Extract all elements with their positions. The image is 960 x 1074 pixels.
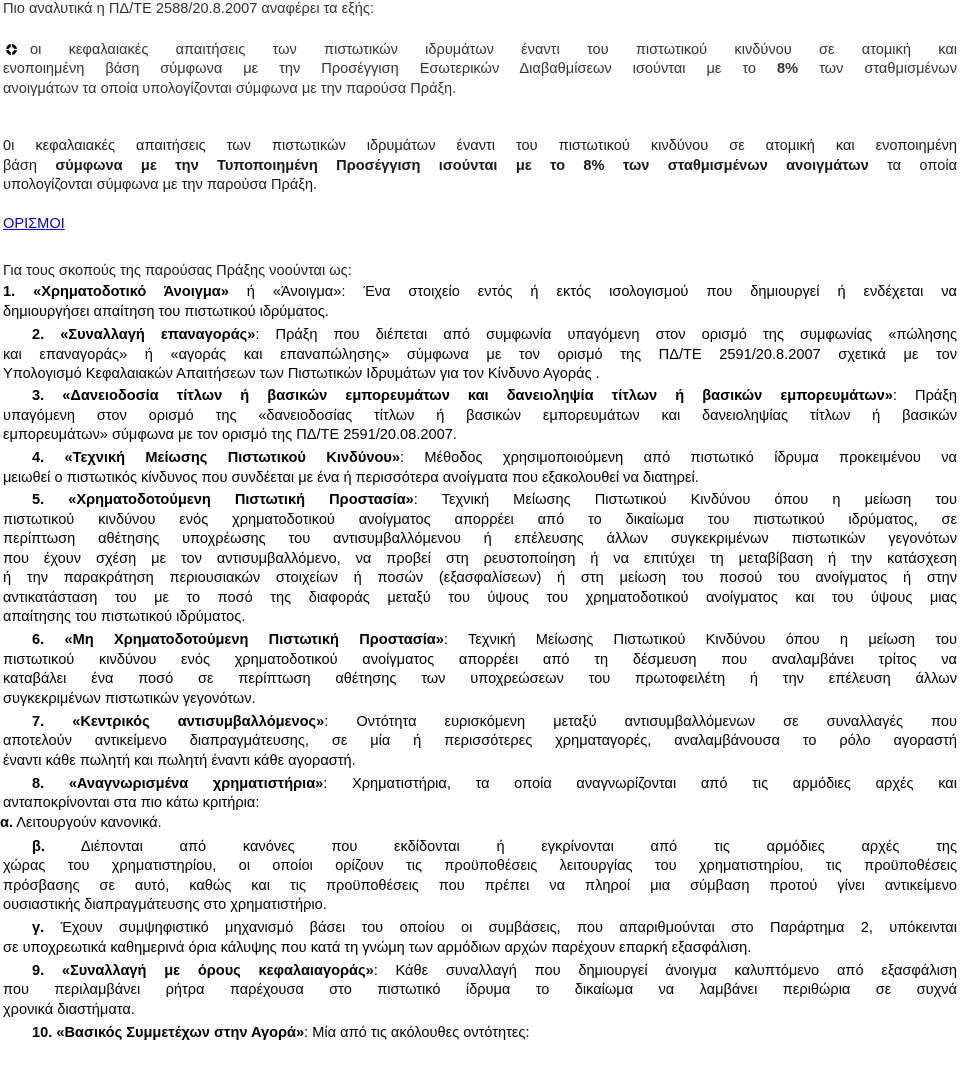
criterion-beta-line-2: χώρας του χρηματιστηρίου, οι οποίοι ορίζουν τις προϋποθέσεις λειτουργίας του χρηματιστηρίου, τις προϋποθέσεις [3,858,957,874]
definitions-intro: Για τους σκοπούς της παρούσας Πράξης νοούνται ως: [3,263,352,279]
definition-8-line-2: ανταποκρίνονται στα πιο κάτω κριτήρια: [3,795,260,811]
definition-5-line-2: πιστωτικού κινδύνου ενός χρηματοδοτικού ανοίγματος απορρέει από το δικαίωμα του πιστωτικού ιδρύματος, σε [3,512,957,528]
criterion-alpha: α. Λειτουργούν κανονικά. [0,815,162,831]
criterion-beta-line-4: ουσιαστικής διαπραγμάτευσης στο χρηματιστήριο. [3,897,327,913]
definition-6-line-4: συγκεκριμένων πιστωτικών γεγονότων. [3,691,256,707]
definition-4-line-2: μειωθεί ο πιστωτικός κίνδυνος που συνδέεται με ένα ή περισσότερα ανοίγματα που εξακολουθεί να διατηρεί. [3,470,699,486]
definition-6-line-2: πιστωτικού κινδύνου ενός χρηματοδοτικού ανοίγματος απορρέει από τη δέσμευση που αναλαμβάνει τρίτος να [3,652,957,668]
definitions-heading-link[interactable]: ΟΡΙΣΜΟΙ [3,216,65,232]
para2-line-1: 0ι κεφαλαιακές απαιτήσεις των πιστωτικών ιδρυμάτων έναντι του πιστωτικού κινδύνου σε ατομική και ενοποιημένη [3,138,957,154]
bullet-para-line-2: ενοποιημένη βάση σύμφωνα με την Προσέγγιση Εσωτερικών Διαβαθμίσεων ισούνται με το 8% των σταθμισμένων [3,61,958,77]
definition-6-line-1: 6. «Μη Χρηματοδοτούμενη Πιστωτική Προστασία»: Τεχνική Μείωσης Πιστωτικού Κινδύνου όπου η μείωση του [32,632,957,648]
definition-5-line-7: απαίτησης του πιστωτικού ιδρύματος. [3,609,246,625]
definition-5-line-5: ή την παρακράτηση περιουσιακών στοιχείων ή ποσών (εξασφαλίσεων) ή στη μείωση του ποσού του ανοίγματος ή στην [3,570,957,586]
definition-7-line-3: έναντι κάθε πωλητή και πωλητή έναντι κάθε αγοραστή. [3,753,356,769]
definition-9-line-2: που περιλαμβάνει ρήτρα παρέχουσα στο πιστωτικό ίδρυμα το δικαίωμα να λαμβάνει περιθώρια σε συχνά [3,982,957,998]
intro-text: Πιο αναλυτικά η ΠΔ/ΤΕ 2588/20.8.2007 αναφέρει τα εξής: [3,1,374,17]
criterion-beta-line-1: β. Διέπονται από κανόνες που εκδίδονται ή εγκρίνονται από τις αρμόδιες αρχές της [32,839,957,855]
definition-6-line-3: καταβάλει ένα ποσό σε περίπτωση αθέτησης των υποχρεώσεων του πρωτοφειλέτη ή την επέλευση άλλων [3,671,957,687]
definition-2-line-2: και επαναγοράς» ή «αγοράς και επαναπώλησης» σύμφωνα με τον ορισμό της ΠΔ/ΤΕ 2591/20.8.2007 σχετικά με τον [3,347,957,363]
definition-9-line-1: 9. «Συναλλαγή με όρους κεφαλαιαγοράς»: Κάθε συναλλαγή που δημιουργεί άνοιγμα καλυπτόμενο από εξασφάλιση [32,963,957,979]
definition-2-line-3: Υπολογισμό Κεφαλαιακών Απαιτήσεων των Πιστωτικών Ιδρυμάτων για τον Κίνδυνο Αγοράς . [3,366,600,382]
criterion-gamma-line-2: σε υποχρεωτικά καθημερινά όρια κάλυψης που κατά τη γνώμη των αρμόδιων αρχών παρέχουν επαρκή εξασφάλιση. [3,940,752,956]
definition-8-line-1: 8. «Αναγνωρισμένα χρηματιστήρια»: Χρηματιστήρια, τα οποία αναγνωρίζονται από τις αρμόδιες αρχές και [32,776,957,792]
para2-line-2: βάση σύμφωνα με την Τυποποιημένη Προσέγγιση ισούνται με το 8% των σταθμισμένων ανοιγμάτων τα οποία [3,158,958,174]
criterion-gamma-line-1: γ. Έχουν συμψηφιστικό μηχανισμό βάσει του οποίου οι συμβάσεις, που απαριθμούνται στο Παράρτημα 2, υπόκεινται [32,920,957,936]
definition-2-line-1: 2. «Συναλλαγή επαναγοράς»: Πράξη που διέπεται από συμφωνία υπαγόμενη στον ορισμό της συμφωνίας «πώλησης [32,327,957,343]
definition-5-line-6: αντικατάσταση του με το ποσό της διαφοράς μεταξύ του ύψους του χρηματοδοτικού ανοίγματος και του ύψους μιας [3,590,957,606]
criterion-beta-line-3: πρόσβασης σε αυτό, καθώς και τις προϋποθέσεις που πρέπει να πληροί μια σύμβαση προτού γίνει αντικείμενο [3,878,957,894]
definition-4-line-1: 4. «Τεχνική Μείωσης Πιστωτικού Κινδύνου»: Μέθοδος χρησιμοποιούμενη από πιστωτικό ίδρυμα προκειμένου να [32,450,957,466]
definition-1-line-2: δημιουργήσει απαίτηση του πιστωτικού ιδρύματος. [3,304,329,320]
definition-5-line-4: που έχουν σχέση με τον αντισυμβαλλόμενο, να προβεί στη ρευστοποίηση ή να επιτύχει τη μεταβίβαση ή την κατάσχεση [3,551,957,567]
definition-1-line-1: 1. «Χρηματοδοτικό Άνοιγμα» ή «Άνοιγμα»: Ένα στοιχείο εντός ή εκτός ισολογισμού που δημιουργεί ή ενδέχεται να [3,284,957,300]
definition-3-line-2: υπαγόμενη στον ορισμό της «δανειοδοσίας τίτλων ή βασικών εμπορευμάτων και δανειοληψίας τίτλων ή βασικών [3,408,957,424]
definition-3-line-3: εμπορευμάτων» σύμφωνα με τον ορισμό της ΠΔ/ΤΕ 2591/20.08.2007. [3,427,457,443]
definition-9-line-3: χρονικά διαστήματα. [3,1002,135,1018]
definition-7-line-2: αποτελούν αντικείμενο διαπραγμάτευσης, σε μία ή περισσότερες χρηματαγορές, αναλαμβάνουσα το ρόλο αγοραστή [3,733,957,749]
bullet-para-line-1: οι κεφαλαιακές απαιτήσεις των πιστωτικών ιδρυμάτων έναντι του πιστωτικού κινδύνου σε ατομική και [30,42,957,58]
definition-5-line-3: περίπτωση αθέτησης υποχρέωσης του αντισυμβαλλόμενου ή επέλευσης άλλων συγκεκριμένων πιστωτικών γεγονότων [3,531,957,547]
bullet-para-line-3: ανοιγμάτων τα οποία υπολογίζονται σύμφωνα με την παρούσα Πράξη. [3,81,457,97]
definition-7-line-1: 7. «Κεντρικός αντισυμβαλλόμενος»: Οντότητα ευρισκόμενη μεταξύ αντισυμβαλλόμενων σε συναλλαγές που [32,714,957,730]
definition-5-line-1: 5. «Χρηματοδοτούμενη Πιστωτική Προστασία»: Τεχνική Μείωσης Πιστωτικού Κινδύνου όπου η μείωση του [32,492,957,508]
para2-line-3: υπολογίζονται σύμφωνα με την παρούσα Πράξη. [3,177,317,193]
definition-10-line-1: 10. «Βασικός Συμμετέχων στην Αγορά»: Μία από τις ακόλουθες οντότητες: [32,1025,530,1041]
bullet-icon [5,43,18,56]
definition-3-line-1: 3. «Δανειοδοσία τίτλων ή βασικών εμπορευμάτων και δανειοληψία τίτλων ή βασικών εμπορευμάτων»: Πράξη [32,388,957,404]
